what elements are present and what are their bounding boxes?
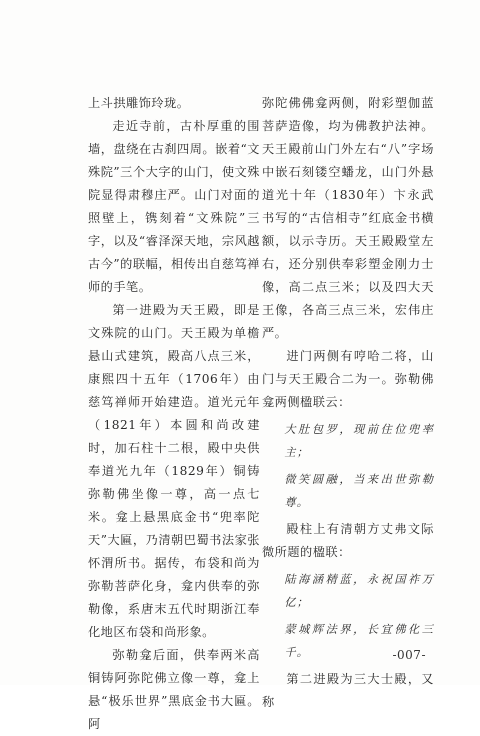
left-text-column [88, 92, 260, 736]
couplet-line: 陆海涵精蓝，永祝国祚万亿； [284, 573, 434, 609]
paragraph: 殿柱上有清朝方丈弗文际微所题的楹联： [262, 522, 434, 559]
paragraph: 第二进殿为三大士殿，又称 [262, 672, 434, 709]
page-number: -007- [392, 648, 426, 662]
paragraph: 弥勒龛后面，供奉两米高铜铸阿弥陀佛立像一尊，龛上悬“极乐世界”黑底金书大匾。阿 [88, 648, 260, 731]
couplet-line: 大肚包罗，现前住位兜率主； [284, 423, 434, 459]
paragraph: 上斗拱雕饰玲珑。 [88, 96, 190, 110]
paragraph: 走近寺前，古朴厚重的围墙，盘绕在古刹四周。嵌着“文殊院”三个大字的山门，使文殊院显得肃穆庄严。山门对面的照壁上，镌刻着“文殊院”三字，以及“睿泽深天地，宗风越古今”的联幅，相传出自慈笃禅师的手笔。 [88, 119, 260, 294]
paragraph: 进门两侧有哼哈二将，山门与天王殿合二为一。弥勒佛龛两侧楹联云： [262, 349, 434, 409]
couplet-line: 微笑圆融，当来出世弥勒尊。 [284, 473, 434, 509]
paragraph: 弥陀佛佛龛两侧，附彩塑伽蓝菩萨造像，均为佛教护法神。天王殿前山门外左右“八”字场中嵌石刻镂空蟠龙，山门外悬道光十年（1830年）卞永武书写的“古信相寺”红底金书横额，以示寺历。天王殿殿堂左右，还分别供奉彩塑金刚力士像，高二点三米；以及四大天王像，各高三点三米，宏伟庄严。 [262, 96, 434, 340]
couplet-line: 蒙城辉法界，长宜佛化三千。 [284, 623, 434, 659]
paragraph: 第一进殿为天王殿，即是文殊院的山门。天王殿为单檐悬山式建筑，殿高八点三米，康熙四十五年（1706年）由慈笃禅师开始建造。道光元年（1821年）本圆和尚改建时，加石柱十二根，殿中央供奉道光九年（1829年）铜铸弥勒佛坐像一尊，高一点七米。龛上悬黑底金书“兜率陀天”大匾，乃清朝巴蜀书法家张怀渭所书。据传，布袋和尚为弥勒菩萨化身，龛内供奉的弥勒像，系唐末五代时期浙江奉化地区布袋和尚形象。 [88, 303, 260, 639]
right-text-column [262, 92, 434, 714]
